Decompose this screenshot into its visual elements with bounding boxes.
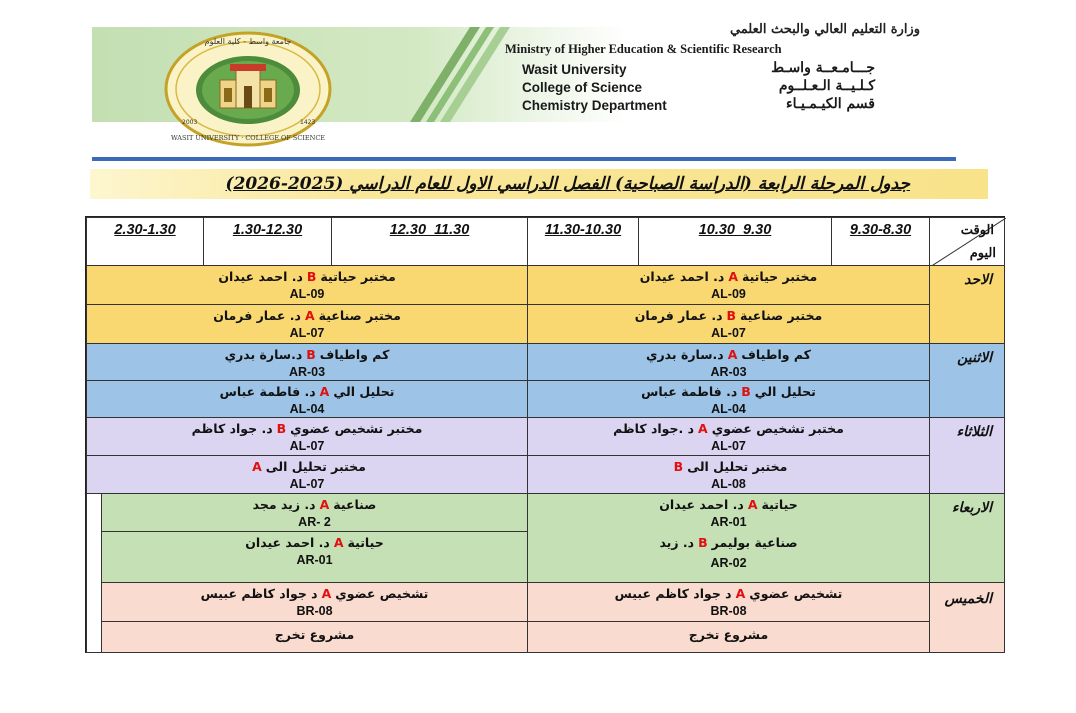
class-info — [102, 497, 527, 512]
teacher-name: د. جواد كاظم — [191, 421, 273, 436]
course-name: مختبر تحليل الى — [687, 459, 788, 474]
class-info — [102, 627, 527, 642]
thursday-morning-row-2 — [527, 621, 930, 653]
course-name: تشخيص عضوي — [749, 586, 843, 601]
day-monday — [929, 343, 1005, 418]
room-code: AR-01 — [296, 553, 333, 567]
time-slot-label: 2.30-1.30 — [114, 222, 176, 238]
monday-afternoon-row-2 — [86, 380, 528, 418]
time-slot-4 — [331, 217, 528, 266]
course-name: تشخيص عضوي — [335, 586, 429, 601]
course-name: مختبر صناعية — [740, 308, 823, 323]
room-code: AR-02 — [710, 556, 747, 570]
university-seal — [160, 28, 336, 150]
room-code: AL-08 — [711, 477, 746, 491]
time-slot-label: 12.30_11.30 — [389, 222, 470, 238]
university-name-arabic: جـــامـعــة واسـط — [771, 60, 875, 76]
room-code: AL-07 — [289, 326, 325, 340]
group-letter: A — [319, 384, 330, 399]
class-info — [528, 384, 929, 399]
group-letter: A — [698, 421, 708, 436]
room-code: AL-09 — [711, 287, 746, 301]
department-name-english: Chemistry Department — [522, 98, 667, 113]
group-letter: B — [726, 308, 737, 323]
time-slot-5 — [203, 217, 332, 266]
teacher-name: د. احمد عيدان — [659, 497, 744, 512]
sunday-morning-row-2 — [527, 304, 930, 344]
day-label: الاثنين — [957, 350, 992, 366]
class-info — [87, 384, 527, 399]
day-label: الخميس — [944, 591, 992, 607]
time-slot-1 — [831, 217, 930, 266]
course-name: كم واطياف — [319, 347, 390, 362]
teacher-name: د.سارة بدري — [646, 347, 724, 362]
group-letter: A — [319, 497, 330, 512]
room-code: BR-08 — [296, 604, 333, 618]
class-info — [87, 347, 527, 362]
wednesday-afternoon-row-2 — [101, 531, 528, 583]
tuesday-morning-row-1 — [527, 417, 930, 456]
class-info — [87, 269, 527, 284]
course-name: حياتية — [761, 497, 798, 512]
teacher-name: د جواد كاظم عبيس — [200, 586, 318, 601]
tuesday-afternoon-row-1 — [86, 417, 528, 456]
class-info — [528, 347, 929, 362]
day-sunday — [929, 265, 1005, 344]
room-code: AL-07 — [711, 439, 746, 453]
group-letter: B — [673, 459, 684, 474]
svg-text:WASIT UNIVERSITY · COLLEGE OF: WASIT UNIVERSITY · COLLEGE OF SCIENCE — [170, 134, 326, 142]
day-label: الثلاثاء — [956, 424, 992, 440]
class-info — [102, 586, 527, 601]
room-code: AR-03 — [288, 365, 326, 379]
course-name: مختبر صناعية — [318, 308, 401, 323]
group-letter: A — [727, 347, 738, 362]
teacher-name: د .جواد كاظم — [613, 421, 695, 436]
course-name: مختبر تشخيص عضوي — [290, 421, 423, 436]
course-name: مختبر حياتية — [742, 269, 818, 284]
corner-day-label: اليوم — [969, 246, 996, 261]
wednesday-morning — [527, 493, 930, 583]
course-name: مختبر تحليل الى — [265, 459, 366, 474]
teacher-name: د. احمد عيدان — [245, 535, 330, 550]
group-letter: A — [321, 586, 332, 601]
teacher-name: د. فاطمة عباس — [641, 384, 738, 399]
course-name: مختبر حياتية — [320, 269, 396, 284]
course-name: صناعية — [333, 497, 377, 512]
banner-stripes — [400, 27, 510, 122]
class-info — [528, 497, 929, 512]
class-info — [528, 308, 929, 323]
tuesday-morning-row-2 — [527, 455, 930, 494]
time-slot-label: 1.30-12.30 — [232, 222, 303, 238]
university-name-english: Wasit University — [522, 62, 627, 77]
time-slot-6 — [86, 217, 204, 266]
schedule-table — [85, 216, 1005, 653]
corner-header — [929, 217, 1005, 266]
teacher-name: د جواد كاظم عبيس — [614, 586, 732, 601]
teacher-name: د. فاطمة عباس — [219, 384, 316, 399]
class-info — [528, 586, 929, 601]
ministry-name-english: Ministry of Higher Education & Scientific Research — [505, 42, 782, 56]
course-name: تحليل الي — [754, 384, 816, 399]
course-name: حياتية — [347, 535, 384, 550]
room-code: AL-07 — [289, 439, 325, 453]
group-letter: A — [728, 269, 738, 284]
teacher-name: د. عمار فرمان — [213, 308, 301, 323]
class-info — [528, 421, 929, 436]
svg-text:1423: 1423 — [300, 119, 316, 126]
class-info — [528, 535, 929, 550]
wednesday-afternoon-row-1 — [101, 493, 528, 532]
group-letter: A — [304, 308, 315, 323]
room-code: AL-04 — [289, 402, 325, 416]
group-letter: B — [276, 421, 287, 436]
group-letter: B — [698, 535, 708, 550]
thursday-afternoon-row-1 — [101, 582, 528, 622]
monday-morning-row-2 — [527, 380, 930, 418]
day-label: الاربعاء — [951, 500, 992, 516]
monday-morning-row-1 — [527, 343, 930, 381]
college-name-arabic: كـلـيــة الـعـلــوم — [778, 78, 875, 94]
department-name-arabic: قسم الكيـمـيـاء — [786, 96, 875, 112]
day-tuesday — [929, 417, 1005, 494]
course-name: صناعية بوليمر — [711, 535, 798, 550]
room-code: AL-04 — [711, 402, 746, 416]
room-code: BR-08 — [710, 604, 747, 618]
group-letter: A — [333, 535, 344, 550]
time-slot-2 — [638, 217, 832, 266]
time-slot-label: 10.30_9.30 — [698, 222, 772, 238]
time-slot-label: 9.30-8.30 — [849, 222, 912, 238]
corner-time-label: الوقت — [960, 223, 994, 238]
blank-edge-column — [86, 493, 102, 653]
sunday-morning-row-1 — [527, 265, 930, 305]
tuesday-afternoon-row-2 — [86, 455, 528, 494]
class-info — [102, 535, 527, 550]
group-letter: A — [735, 586, 746, 601]
room-code: AR- 2 — [298, 515, 331, 529]
thursday-afternoon-row-2 — [101, 621, 528, 653]
svg-text:2003: 2003 — [182, 119, 198, 126]
group-letter: A — [252, 459, 262, 474]
page-title: جدول المرحلة الرابعة (الدراسة الصباحية) الفصل الدراسي الاول للعام الدراسي (2025-2026) — [225, 174, 910, 194]
letterhead-divider — [92, 157, 956, 161]
teacher-name: د.سارة بدري — [224, 347, 303, 362]
class-info — [87, 421, 527, 436]
teacher-name: د. احمد عيدان — [639, 269, 725, 284]
sunday-afternoon-row-1 — [86, 265, 528, 305]
group-letter: A — [747, 497, 758, 512]
class-info — [528, 269, 929, 284]
room-code: AL-09 — [289, 287, 325, 301]
group-letter: B — [306, 269, 317, 284]
course-name: مختبر تشخيص عضوي — [711, 421, 844, 436]
course-name: مشروع تخرج — [274, 627, 355, 642]
room-code: AL-07 — [289, 477, 325, 491]
day-label: الاحد — [964, 272, 992, 288]
room-code: AR-01 — [710, 515, 747, 529]
sunday-afternoon-row-2 — [86, 304, 528, 344]
day-thursday — [929, 582, 1005, 653]
time-slot-3 — [527, 217, 639, 266]
class-info — [87, 459, 527, 474]
class-info — [87, 308, 527, 323]
class-info — [528, 627, 929, 642]
teacher-name: د. عمار فرمان — [634, 308, 723, 323]
course-name: مشروع تخرج — [688, 627, 769, 642]
teacher-name: د. زيد — [659, 535, 695, 550]
time-slot-label: 11.30-10.30 — [544, 222, 622, 238]
room-code: AL-07 — [711, 326, 746, 340]
college-name-english: College of Science — [522, 80, 643, 95]
day-wednesday — [929, 493, 1005, 583]
group-letter: B — [306, 347, 316, 362]
course-name: كم واطياف — [741, 347, 811, 362]
thursday-morning-row-1 — [527, 582, 930, 622]
teacher-name: د. احمد عيدان — [218, 269, 303, 284]
room-code: AR-03 — [710, 365, 747, 379]
monday-afternoon-row-1 — [86, 343, 528, 381]
ministry-name-arabic: وزارة التعليم العالي والبحث العلمي — [729, 22, 920, 37]
group-letter: B — [741, 384, 751, 399]
seal-lettering: جامعة واسط - كلية العلوم — [204, 37, 292, 46]
class-info — [528, 459, 929, 474]
course-name: تحليل الي — [333, 384, 395, 399]
teacher-name: د. زيد مجد — [252, 497, 316, 512]
